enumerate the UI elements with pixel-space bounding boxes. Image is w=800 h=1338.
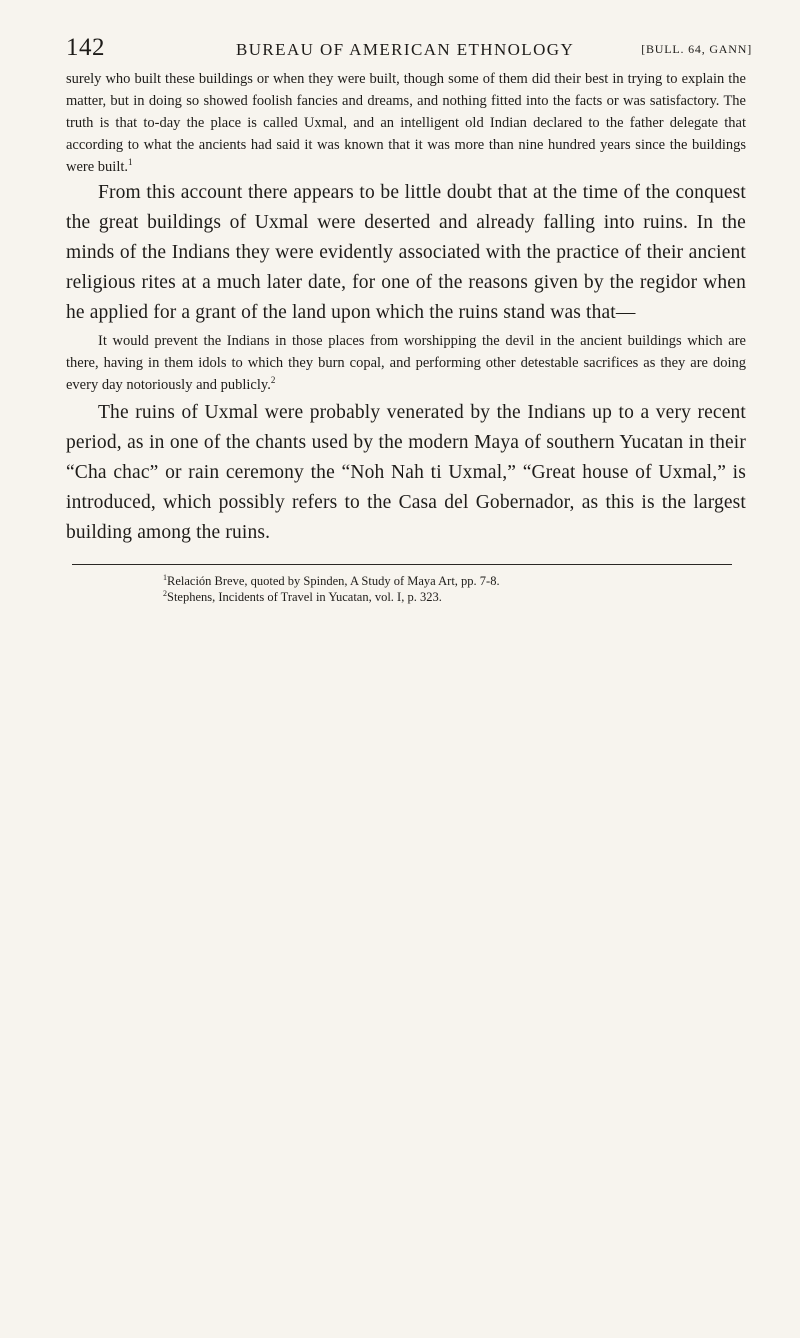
footnote-ref-1[interactable]: 1: [128, 157, 133, 168]
paragraph-conquest: From this account there appears to be little doubt that at the time of the conquest the great buildings of Uxmal were deserted and already falling into ruins. In the minds of the Indians they were evidently associated with the practice of their ancient religious rites at a much later date, for one of the reasons given by the regidor when he applied for a grant of the land upon which the ruins stand was that—: [66, 182, 746, 323]
footnote-ref-2[interactable]: 2: [270, 375, 276, 386]
book-page: [66, 28, 752, 605]
running-reference: [BULL. 64, GANN]: [641, 42, 752, 56]
footnote-divider: [72, 564, 732, 565]
paragraph-continued: surely who built these buildings or when they were built, though some of them did their best in trying to explain the matter, but in doing so showed foolish fancies and dreams, and nothing fitted into the facts or was satisfactory. The truth is that to-day the place is called Uxmal, and an intelligent old Indian declared to the father delegate that according to what the ancients had said it was known that it was more than nine hundred years since the buildings were built.$^1$: [66, 71, 746, 175]
footnotes: [163, 573, 746, 605]
footnote-1: $^1$Relación Breve, quoted by Spinden, A Study of Maya Art, pp. 7-8.: [163, 572, 500, 588]
running-head: [66, 28, 752, 68]
block-quote: It would prevent the Indians in those places from worshipping the devil in the ancient buildings which are there, having in them idols to which they burn copal, and performing other detestable sacrifices as they are doing every day notoriously and publicly.$^2$: [66, 333, 746, 393]
page-number: 142: [66, 34, 105, 61]
paragraph-ruins-venerated: The ruins of Uxmal were probably venerated by the Indians up to a very recent period, as in one of the chants used by the modern Maya of southern Yucatan in their “Cha chac” or rain ceremony the “Noh Nah ti Uxmal,” “Great house of Uxmal,” is introduced, which possibly refers to the Casa del Gobernador, as this is the largest building among the ruins.: [66, 402, 746, 543]
footnote-2: $^2$Stephens, Incidents of Travel in Yucatan, vol. I, p. 323.: [163, 588, 442, 604]
running-title: BUREAU OF AMERICAN ETHNOLOGY: [236, 40, 575, 59]
